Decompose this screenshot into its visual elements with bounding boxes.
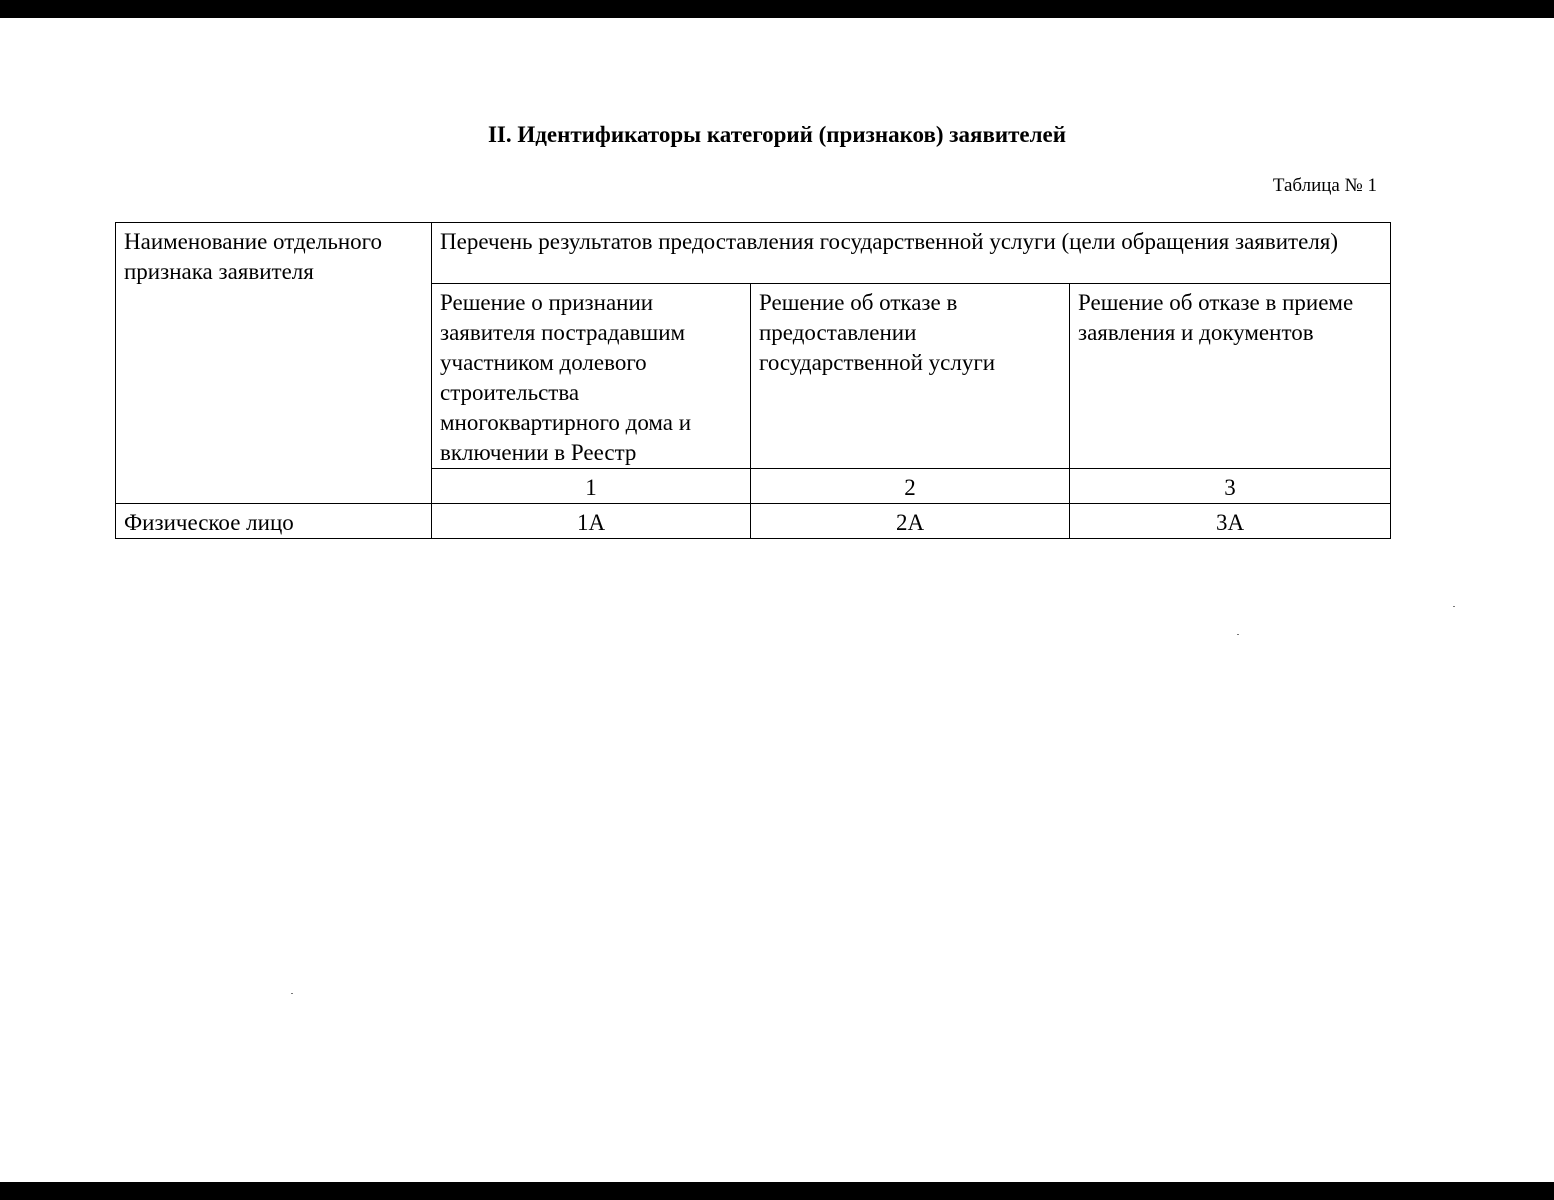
scan-speck: [1453, 606, 1455, 607]
header-column-2: Решение об отказе в предоставлении государственной услуги: [751, 284, 1070, 469]
table-header-row: [116, 223, 1391, 284]
scan-border-top: [0, 0, 1554, 18]
scan-border-bottom: [0, 1182, 1554, 1200]
row-value-3: 3А: [1070, 504, 1391, 539]
table-row: [116, 504, 1391, 539]
scan-speck: [1237, 634, 1239, 635]
header-applicant-attribute: Наименование отдельного признака заявителя: [116, 223, 432, 504]
row-label: Физическое лицо: [116, 504, 432, 539]
row-value-1: 1А: [432, 504, 751, 539]
header-column-1: Решение о признании заявителя пострадавшим участником долевого строительства многоквартирного дома и включении в Реестр: [432, 284, 751, 469]
header-column-3: Решение об отказе в приеме заявления и документов: [1070, 284, 1391, 469]
applicant-categories-table: [115, 222, 1391, 539]
row-value-2: 2А: [751, 504, 1070, 539]
scan-speck: [291, 993, 293, 994]
column-number-3: 3: [1070, 469, 1391, 504]
column-number-2: 2: [751, 469, 1070, 504]
section-title: II. Идентификаторы категорий (признаков) заявителей: [487, 122, 1067, 147]
column-number-1: 1: [432, 469, 751, 504]
header-service-results: Перечень результатов предоставления государственной услуги (цели обращения заявителя): [432, 223, 1391, 284]
table-caption: Таблица № 1: [1272, 175, 1377, 196]
